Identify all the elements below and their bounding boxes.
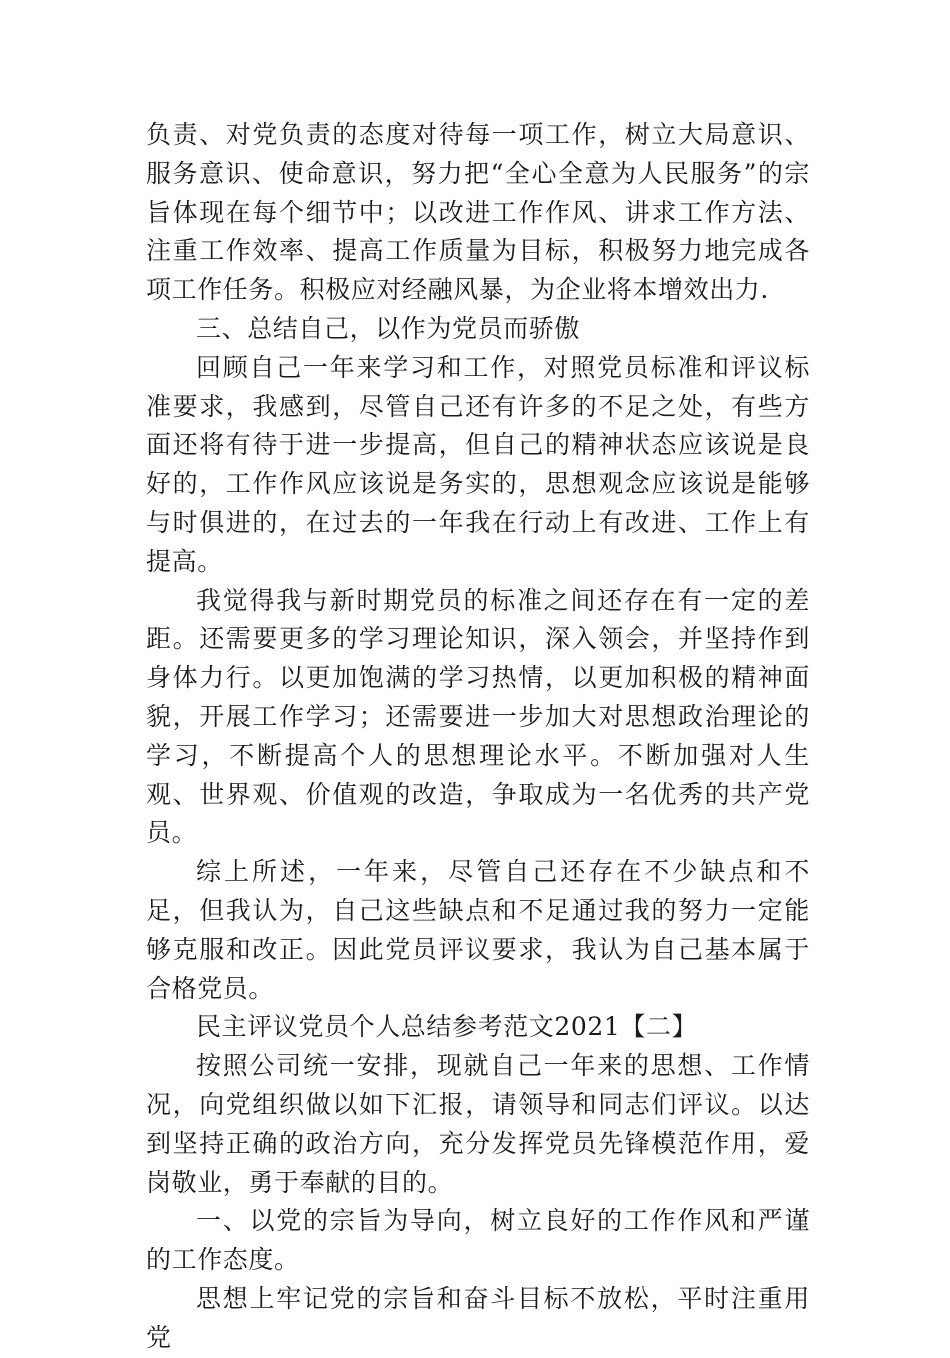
document-body [146, 116, 810, 1358]
paragraph-gap: 我觉得我与新时期党员的标准之间还存在有一定的差距。还需要更多的学习理论知识，深入领会，并坚持作到身体力行。以更加饱满的学习热情，以更加积极的精神面貌，开展工作学习；还需要进一步加大对思想政治理论的学习，不断提高个人的思想理论水平。不断加强对人生观、世界观、价值观的改造，争取成为一名优秀的共产党员。 [146, 585, 810, 848]
paragraph-thought: 思想上牢记党的宗旨和奋斗目标不放松，平时注重用党 [146, 1283, 810, 1352]
paragraph-continuation: 负责、对党负责的态度对待每一项工作，树立大局意识、服务意识、使命意识，努力把“全心全意为人民服务”的宗旨体现在每个细节中；以改进工作作风、讲求工作方法、注重工作效率、提高工作质量为目标，积极努力地完成各项工作任务。积极应对经融风暴，为企业将本增效出力. [146, 120, 810, 305]
paragraph-conclusion: 综上所述，一年来，尽管自己还存在不少缺点和不足，但我认为，自己这些缺点和不足通过我的努力一定能够克服和改正。因此党员评议要求，我认为自己基本属于合格党员。 [146, 857, 810, 1003]
paragraph-intro: 按照公司统一安排，现就自己一年来的思想、工作情况，向党组织做以如下汇报，请领导和同志们评议。以达到坚持正确的政治方向，充分发挥党员先锋模范作用，爱岗敬业，勇于奉献的目的。 [146, 1051, 810, 1197]
section-heading-summary: 三、总结自己，以作为党员而骄傲 [196, 313, 581, 343]
paragraph-review: 回顾自己一年来学习和工作，对照党员标准和评议标准要求，我感到，尽管自己还有许多的不足之处，有些方面还将有待于进一步提高，但自己的精神状态应该说是良好的，工作作风应该说是务实的，思想观念应该说是能够与时俱进的，在过去的一年我在行动上有改进、工作上有提高。 [146, 352, 810, 576]
section-heading-one: 一、以党的宗旨为导向，树立良好的工作作风和严谨的工作态度。 [146, 1206, 810, 1275]
article-title-two: 民主评议党员个人总结参考范文2021【二】 [196, 1012, 698, 1042]
